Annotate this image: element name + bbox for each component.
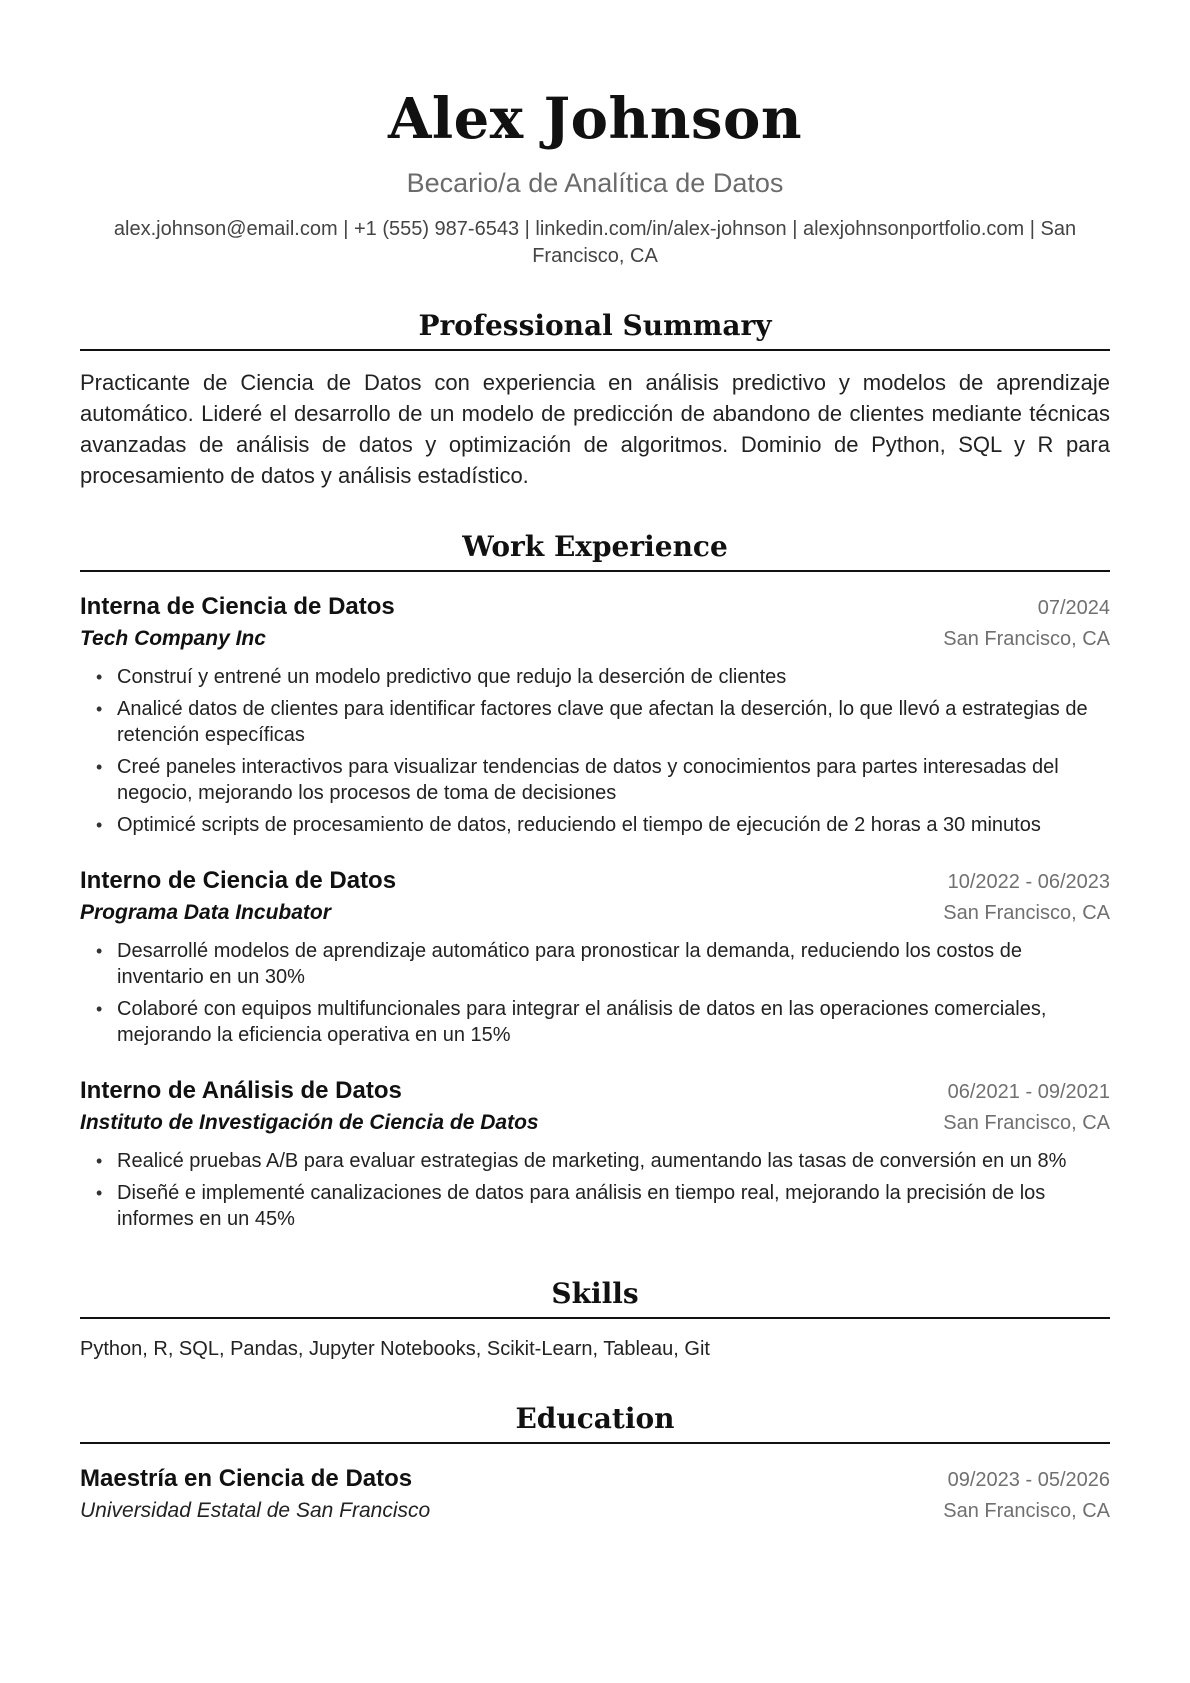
job-bullets: [80, 664, 1110, 838]
job-dates: 10/2022 - 06/2023: [947, 871, 1110, 893]
job-entry: [80, 864, 1110, 1048]
summary-text: Practicante de Ciencia de Datos con experiencia en análisis predictivo y modelos de aprendizaje automático. Lideré el desarrollo de un modelo de predicción de abandono de clientes mediante técnicas avanzadas de análisis de datos y optimización de algoritmos. Dominio de Python, SQL y R para procesamiento de datos y análisis estadístico.: [80, 370, 1110, 488]
job-dates: 06/2021 - 09/2021: [947, 1081, 1110, 1103]
job-bullet: • Diseñé e implementé canalizaciones de datos para análisis en tiempo real, mejorando la precisión de los informes en un 45%: [96, 1180, 1110, 1232]
job-title: Interno de Análisis de Datos: [80, 1077, 402, 1104]
education-heading: Education: [80, 1401, 1110, 1444]
job-company: Instituto de Investigación de Ciencia de Datos: [80, 1111, 539, 1134]
skills-section: [80, 1276, 1110, 1363]
job-company: Tech Company Inc: [80, 627, 266, 650]
job-title: Interno de Ciencia de Datos: [80, 867, 397, 894]
job-bullet: • Creé paneles interactivos para visualizar tendencias de datos y conocimientos para partes interesadas del negocio, mejorando los procesos de toma de decisiones: [96, 754, 1110, 806]
education-dates: 09/2023 - 05/2026: [947, 1469, 1110, 1491]
job-bullet: • Construí y entrené un modelo predictivo que redujo la deserción de clientes: [96, 664, 1110, 690]
school-name: Universidad Estatal de San Francisco: [80, 1499, 431, 1522]
job-location: San Francisco, CA: [943, 1112, 1110, 1134]
education-section: [80, 1401, 1110, 1526]
job-bullet: • Desarrollé modelos de aprendizaje automático para pronosticar la demanda, reduciendo los costos de inventario en un 30%: [96, 938, 1110, 990]
contact-line: alex.johnson@email.com | +1 (555) 987-6543 | linkedin.com/in/alex-johnson | alexjohnsonportfolio.com | San Francisco, CA: [113, 218, 1077, 267]
job-bullet: • Colaboré con equipos multifuncionales para integrar el análisis de datos en las operaciones comerciales, mejorando la eficiencia operativa en un 15%: [96, 996, 1110, 1048]
job-bullet: • Analicé datos de clientes para identificar factores clave que afectan la deserción, lo que llevó a estrategias de retención específicas: [96, 696, 1110, 748]
job-entry: [80, 590, 1110, 838]
job-bullets: [80, 1148, 1110, 1232]
job-dates: 07/2024: [1037, 597, 1110, 619]
job-entry: [80, 1074, 1110, 1232]
job-bullet: • Realicé pruebas A/B para evaluar estrategias de marketing, aumentando las tasas de conversión en un 8%: [96, 1148, 1110, 1174]
job-company: Programa Data Incubator: [80, 901, 331, 924]
summary-heading: Professional Summary: [80, 308, 1110, 351]
job-title: Interna de Ciencia de Datos: [80, 593, 395, 620]
candidate-title: Becario/a de Analítica de Datos: [406, 168, 784, 198]
skills-heading: Skills: [80, 1276, 1110, 1319]
candidate-name: Alex Johnson: [387, 86, 803, 152]
job-bullet: • Optimicé scripts de procesamiento de datos, reduciendo el tiempo de ejecución de 2 horas a 30 minutos: [96, 812, 1110, 838]
job-bullets: [80, 938, 1110, 1048]
job-location: San Francisco, CA: [943, 902, 1110, 924]
education-location: San Francisco, CA: [943, 1500, 1110, 1522]
experience-heading: Work Experience: [80, 529, 1110, 572]
summary-section: [80, 308, 1110, 491]
education-entry: [80, 1462, 1110, 1526]
resume-header: [80, 0, 1110, 270]
experience-section: [80, 529, 1110, 1232]
skills-list: Python, R, SQL, Pandas, Jupyter Notebooks, Scikit-Learn, Tableau, Git: [80, 1338, 710, 1360]
degree-title: Maestría en Ciencia de Datos: [80, 1465, 413, 1492]
job-location: San Francisco, CA: [943, 628, 1110, 650]
